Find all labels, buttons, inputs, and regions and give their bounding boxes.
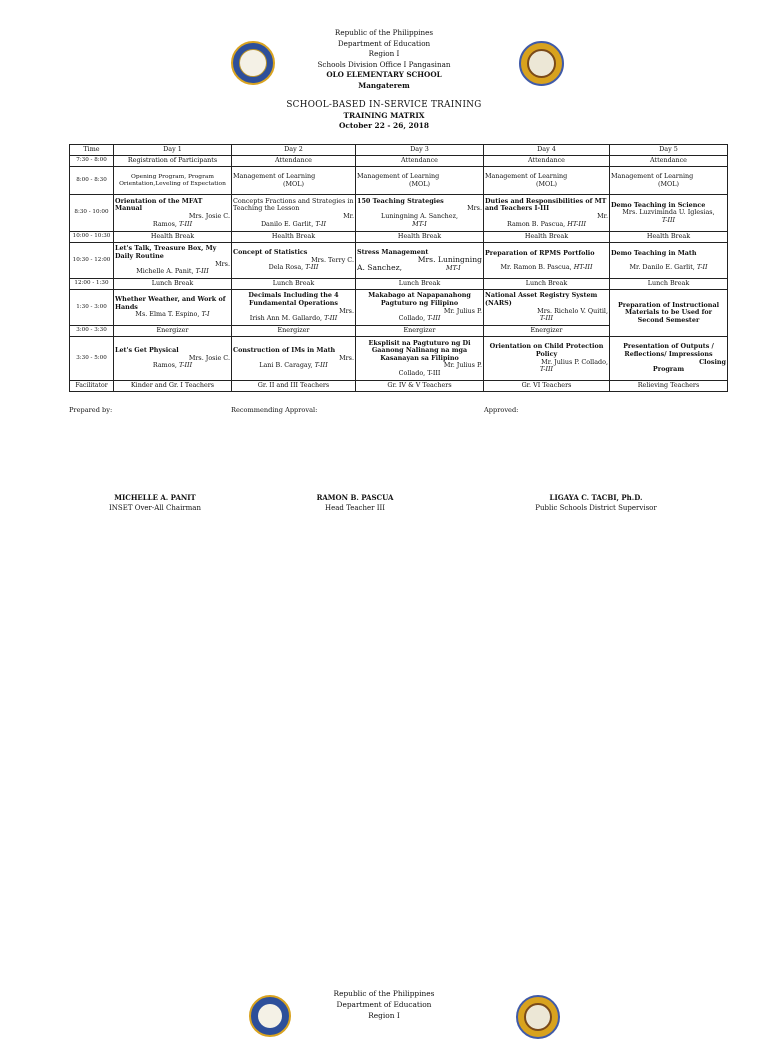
table-row <box>70 156 728 167</box>
speaker: Dela Rosa, <box>268 263 304 272</box>
session-cell <box>114 243 232 279</box>
rank: T-III <box>178 361 193 370</box>
rank: T-III <box>305 263 319 272</box>
session-cell <box>484 337 610 381</box>
title-sub: TRAINING MATRIX <box>343 110 425 120</box>
speaker: Irish Ann M. Gallardo, <box>249 314 323 323</box>
recommending-approval-label: Recommending Approval: <box>231 406 318 414</box>
speaker: Lani B. Caragay, <box>259 361 313 370</box>
school-location: Mangaterem <box>358 80 410 90</box>
rank: T-III <box>324 314 338 323</box>
session-cell: Health Break <box>232 232 356 243</box>
prepared-by-label: Prepared by: <box>69 406 113 414</box>
speaker: Mrs. Terry C. <box>311 255 354 264</box>
speaker: Danilo E. Garlit, <box>260 219 314 228</box>
facilitator-cell: Gr. II and III Teachers <box>232 381 356 392</box>
session-title: Closing <box>699 357 726 366</box>
signatory-name: RAMON B. PASCUA <box>316 493 394 502</box>
speaker: Mrs. <box>215 259 230 268</box>
time-cell: 12:00 - 1:30 <box>70 279 114 290</box>
speaker: Ramon B. Pascua, <box>506 219 566 228</box>
approved-label: Approved: <box>484 406 519 414</box>
session-cell: Attendance <box>356 156 484 167</box>
session-cell <box>232 337 356 381</box>
rank: T-I <box>201 310 210 319</box>
session-cell: Health Break <box>610 232 728 243</box>
speaker: Ms. Elma T. Espino, <box>135 310 200 319</box>
session-title: Preparation of RPMS Portfolio <box>485 248 595 257</box>
rank: T-II <box>696 262 708 271</box>
session-title: Decimals Including the 4 Fundamental Operations <box>248 291 339 307</box>
speaker: Collado, <box>398 314 426 323</box>
session-cell <box>232 290 356 326</box>
session-title: Duties and Responsibilities of MT and Teachers I-III <box>485 196 607 213</box>
speaker: Mrs. Luningning <box>417 255 482 265</box>
signatory-2 <box>290 493 420 513</box>
session-cell <box>610 337 728 381</box>
header-line: Department of Education <box>336 1000 432 1009</box>
title-main: SCHOOL-BASED IN-SERVICE TRAINING <box>286 100 482 110</box>
session-sub: (MOL) <box>282 179 304 188</box>
speaker: Collado, T-III <box>398 368 441 377</box>
session-title: Concepts Fractions and Strategies in Teaching the Lesson <box>233 196 354 213</box>
session-cell: Lunch Break <box>356 279 484 290</box>
session-cell <box>610 167 728 195</box>
session-cell: Health Break <box>114 232 232 243</box>
session-cell: Lunch Break <box>610 279 728 290</box>
session-title: National Asset Registry System (NARS) <box>485 291 598 307</box>
session-cell: Energizer <box>484 326 610 337</box>
school-name: OLO ELEMENTARY SCHOOL <box>326 70 442 79</box>
rank: T-III <box>539 365 554 374</box>
session-title: Demo Teaching in Math <box>611 248 697 257</box>
session-cell: Preparation of Instructional Materials to be Used for Second Semester <box>610 290 728 337</box>
rank: T-III <box>661 215 676 224</box>
session-cell <box>232 167 356 195</box>
time-cell: 8:00 - 8:30 <box>70 167 114 195</box>
session-cell: Energizer <box>356 326 484 337</box>
table-row <box>70 167 728 195</box>
col-header: Day 5 <box>610 145 728 156</box>
col-header: Day 2 <box>232 145 356 156</box>
session-title: Concept of Statistics <box>233 248 308 257</box>
session-title: Let's Talk, Treasure Box, My Daily Routine <box>115 244 217 260</box>
rank: HT-III <box>573 262 593 271</box>
document-header <box>0 28 768 91</box>
session-cell <box>610 195 728 232</box>
signatory-title: Public Schools District Supervisor <box>535 504 657 512</box>
facilitator-cell: Gr. IV & V Teachers <box>356 381 484 392</box>
time-cell: 10:00 - 10:30 <box>70 232 114 243</box>
col-header: Day 1 <box>114 145 232 156</box>
session-cell <box>114 195 232 232</box>
table-row <box>70 290 728 326</box>
rank: T-II <box>315 219 327 228</box>
rank: T-III <box>539 314 554 323</box>
speaker: Luningning A. Sanchez, <box>381 212 458 220</box>
session-cell: Health Break <box>356 232 484 243</box>
col-header: Time <box>70 145 114 156</box>
time-cell: 3:30 - 5:00 <box>70 337 114 381</box>
speaker: Mrs. <box>339 353 354 362</box>
session-sub: (MOL) <box>657 179 679 188</box>
session-cell <box>232 243 356 279</box>
table-header-row <box>70 145 728 156</box>
signatory-name: LIGAYA C. TACBI, Ph.D. <box>549 493 643 502</box>
training-matrix-table <box>69 144 728 392</box>
speaker: Mr. Ramon B. Pascua, <box>500 262 572 271</box>
session-cell: Attendance <box>232 156 356 167</box>
signatory-title: INSET Over-All Chairman <box>109 504 201 512</box>
session-cell <box>356 337 484 381</box>
speaker: Mrs. <box>339 306 354 315</box>
speaker: A. Sanchez, <box>357 262 402 272</box>
signatory-1 <box>90 493 220 513</box>
session-sub: (MOL) <box>535 179 557 188</box>
session-title: Management of Learning <box>357 171 440 180</box>
speaker: Michelle A. Panit, <box>136 267 194 276</box>
session-title: Management of Learning <box>611 171 694 180</box>
session-cell: Attendance <box>484 156 610 167</box>
session-cell: Health Break <box>484 232 610 243</box>
rank: T-III <box>195 267 209 276</box>
session-title: Demo Teaching in Science <box>611 200 706 209</box>
session-cell: Opening Program, Program Orientation,Leveling of Expectation <box>114 167 232 195</box>
session-title: Orientation on Child Protection Policy <box>489 342 604 358</box>
signatory-3 <box>521 493 671 513</box>
session-cell <box>484 290 610 326</box>
session-title: Orientation of the MFAT Manual <box>115 196 203 213</box>
session-title: Let's Get Physical <box>115 346 179 355</box>
session-cell: Registration of Participants <box>114 156 232 167</box>
session-cell <box>114 337 232 381</box>
time-cell: 3:00 - 3:30 <box>70 326 114 337</box>
session-cell <box>356 167 484 195</box>
session-title: Management of Learning <box>233 171 316 180</box>
table-row <box>70 195 728 232</box>
session-cell: Energizer <box>232 326 356 337</box>
rank: T-III <box>314 361 328 370</box>
session-cell: Lunch Break <box>484 279 610 290</box>
session-sub: (MOL) <box>408 179 430 188</box>
header-line: Region I <box>368 49 400 58</box>
session-title: Makabago at Napapanahong Pagtuturo ng Filipino <box>368 291 471 307</box>
session-cell <box>484 195 610 232</box>
speaker: Mr. Julius P. Collado, <box>541 357 608 366</box>
col-header: Day 4 <box>484 145 610 156</box>
header-line: Region I <box>368 1011 400 1020</box>
session-cell <box>356 195 484 232</box>
time-cell: 8:30 - 10:00 <box>70 195 114 232</box>
speaker: Mrs. <box>467 204 482 213</box>
session-title: Construction of IMs in Math <box>233 346 336 355</box>
session-title: Management of Learning <box>485 171 568 180</box>
session-title: Stress Management <box>357 247 429 256</box>
session-cell <box>484 243 610 279</box>
header-line: Republic of the Philippines <box>334 28 434 37</box>
rank: HT-III <box>567 219 587 228</box>
speaker: Mr. <box>343 212 354 220</box>
session-title: 150 Teaching Strategies <box>357 196 444 205</box>
table-row <box>70 337 728 381</box>
facilitator-cell: Relieving Teachers <box>610 381 728 392</box>
session-cell <box>356 290 484 326</box>
speaker: Mr. Julius P. <box>443 361 482 370</box>
facilitator-cell: Kinder and Gr. I Teachers <box>114 381 232 392</box>
session-cell: Energizer <box>114 326 232 337</box>
session-cell <box>232 195 356 232</box>
session-title: Whether Weather, and Work of Hands <box>115 295 226 311</box>
rank: T-III <box>178 219 193 228</box>
session-title: Program <box>652 365 685 374</box>
time-cell: 1:30 - 3:00 <box>70 290 114 326</box>
speaker: Mr. Julius P. <box>443 306 482 315</box>
time-cell: 7:30 - 8:00 <box>70 156 114 167</box>
speaker: Ramos, <box>152 361 177 370</box>
header-line: Department of Education <box>337 38 431 48</box>
speaker: Ramos, <box>152 219 177 228</box>
session-cell <box>484 167 610 195</box>
speaker: Mrs. Josie C. <box>188 353 230 362</box>
session-cell: Lunch Break <box>232 279 356 290</box>
signatory-name: MICHELLE A. PANIT <box>114 493 196 502</box>
session-title: Eksplisit na Pagtuturo ng Di Gaanong Nalinang na mga Kasanayan sa Filipino <box>368 338 471 362</box>
time-cell: 10:30 - 12:00 <box>70 243 114 279</box>
table-row <box>70 232 728 243</box>
speaker: Mrs. Luzviminda U. Iglesias, <box>622 208 715 217</box>
session-cell: Attendance <box>610 156 728 167</box>
signatory-title: Head Teacher III <box>324 504 385 512</box>
document-title <box>0 100 768 132</box>
speaker: Mr. <box>597 212 608 220</box>
rank: T-III <box>427 314 441 323</box>
session-cell <box>610 243 728 279</box>
session-cell <box>356 243 484 279</box>
title-date: October 22 - 26, 2018 <box>338 121 430 130</box>
table-row <box>70 243 728 279</box>
next-page-header <box>0 988 768 1021</box>
speaker: Mr. Danilo E. Garlit, <box>629 262 695 271</box>
facilitator-cell: Gr. VI Teachers <box>484 381 610 392</box>
col-header: Day 3 <box>356 145 484 156</box>
rank: MT-I <box>446 263 461 272</box>
session-cell <box>114 290 232 326</box>
session-title: Presentation of Outputs / Reflections/ Impressions <box>623 342 714 358</box>
facilitator-label: Facilitator <box>70 381 114 392</box>
header-line: Schools Division Office I Pangasinan <box>317 59 451 69</box>
table-row <box>70 381 728 392</box>
speaker: Mrs. Josie C. <box>188 212 230 220</box>
session-cell: Lunch Break <box>114 279 232 290</box>
table-row <box>70 279 728 290</box>
rank: MT-I <box>412 219 427 228</box>
header-line: Republic of the Philippines <box>333 989 435 998</box>
speaker: Mrs. Richelo V. Quitil, <box>537 306 608 315</box>
